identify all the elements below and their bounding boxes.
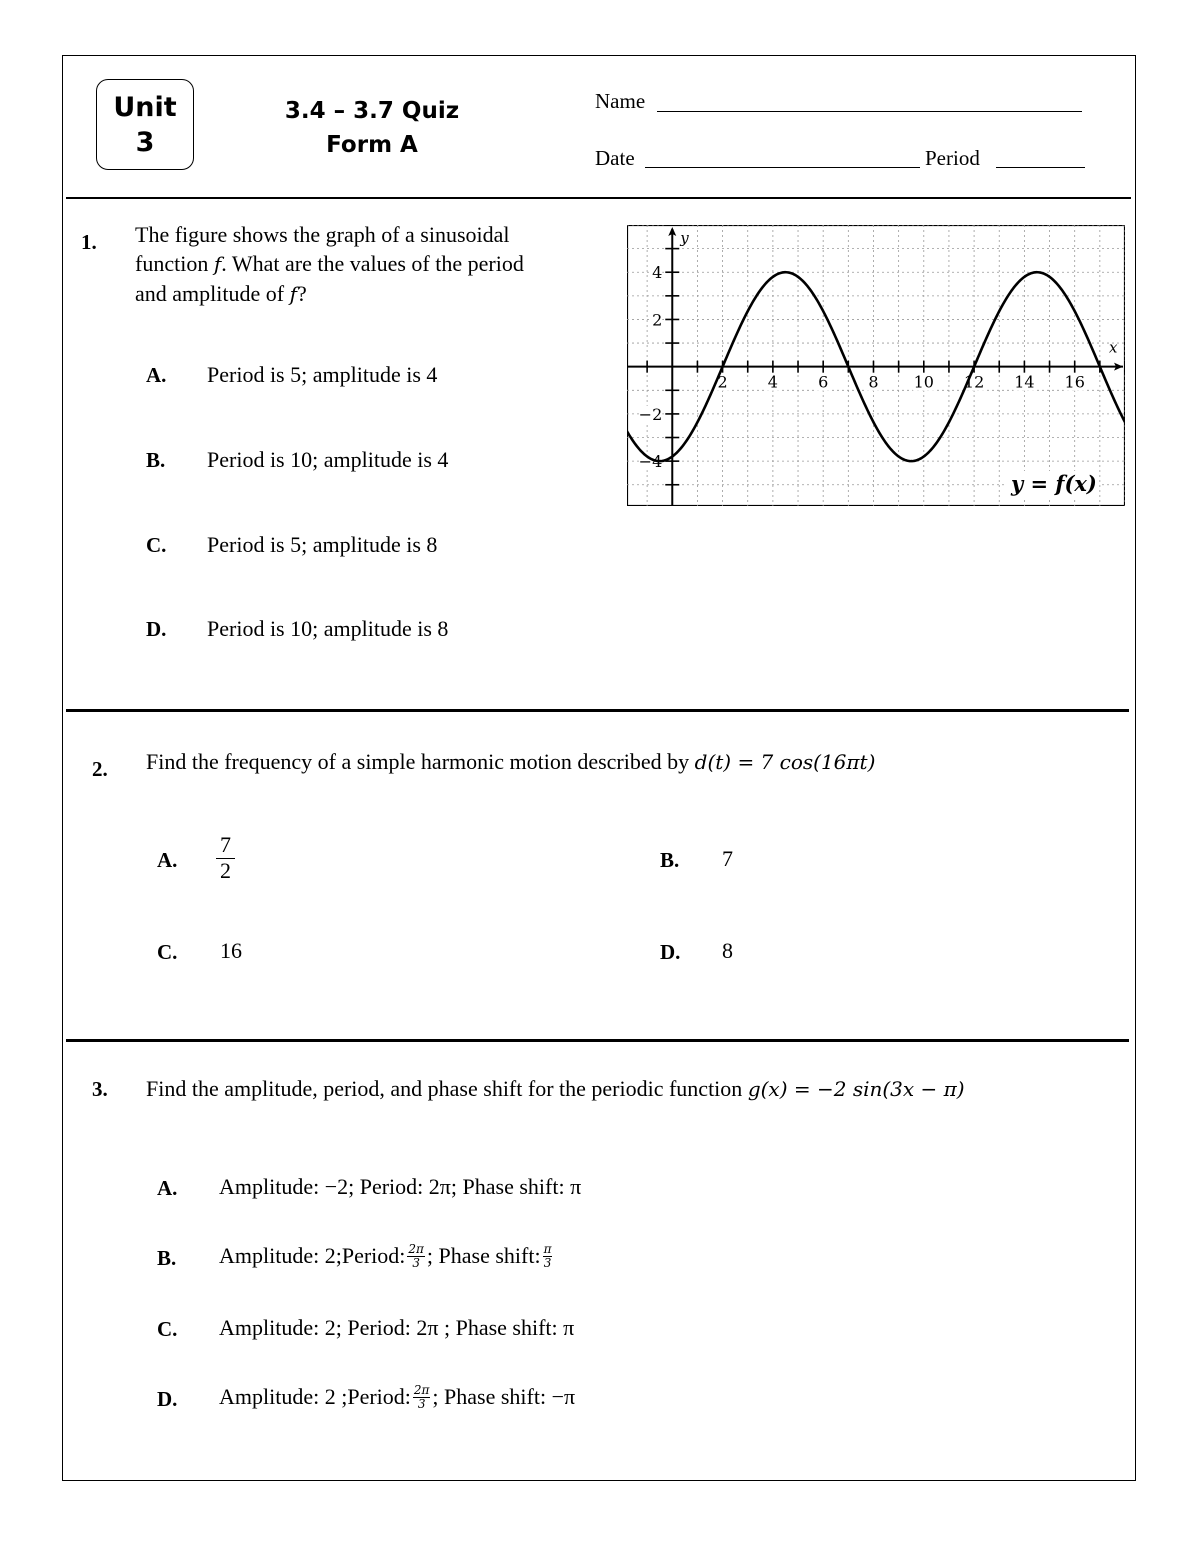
q1-text-line1: The figure shows the graph of a sinusoidal — [135, 222, 510, 247]
quiz-title — [262, 94, 482, 162]
q1-divider — [66, 709, 1129, 712]
option-amplitude: Amplitude: 2; — [219, 1315, 348, 1340]
q1-text-line3-pre: and amplitude of — [135, 281, 290, 306]
period-label: Period — [925, 146, 980, 170]
option-period-label: Period: — [341, 1243, 406, 1268]
q2-equation: d(t) = 7 cos(16πt) — [694, 750, 876, 774]
y-tick-label: 2 — [652, 310, 663, 330]
q2-divider — [66, 1039, 1129, 1042]
option-period-fraction — [413, 1384, 431, 1411]
q2-number: 2. — [92, 757, 108, 781]
option-letter: C. — [157, 940, 178, 964]
option-period-fraction — [407, 1243, 425, 1270]
curve-label: y = f(x) — [1011, 471, 1097, 496]
option-text: Period is 5; amplitude is 4 — [207, 362, 438, 387]
option-period-label: Period: — [347, 1384, 411, 1409]
x-tick-label: 6 — [818, 372, 829, 392]
option-letter: C. — [157, 1317, 178, 1341]
q2-prompt: Find the frequency of a simple harmonic motion described by — [146, 749, 695, 774]
fraction-numerator: π — [543, 1241, 552, 1256]
fraction-denominator: 2 — [220, 858, 231, 883]
date-field[interactable] — [645, 167, 920, 168]
option-text — [219, 1236, 554, 1276]
option-amplitude: Amplitude: −2; — [219, 1174, 360, 1199]
option-phase: Phase shift: π — [455, 1315, 575, 1340]
fraction-numerator: 2π — [408, 1241, 424, 1256]
x-tick-label: 2 — [717, 372, 728, 392]
header-divider — [66, 197, 1131, 199]
option-text — [219, 1315, 574, 1341]
fraction-denominator: 3 — [417, 1396, 426, 1411]
y-tick-label: −2 — [638, 404, 663, 424]
unit-label: Unit — [113, 91, 177, 123]
option-fraction — [216, 833, 235, 883]
q1-function-var-2: f — [289, 282, 297, 306]
fraction-denominator: 3 — [543, 1255, 552, 1270]
unit-number: 3 — [135, 126, 155, 158]
x-tick-label: 12 — [963, 372, 985, 392]
q1-text-line3 — [135, 279, 524, 309]
q1-text-line2-post: . What are the values of the period — [221, 251, 524, 276]
unit-badge — [96, 79, 194, 170]
name-label: Name — [595, 89, 646, 113]
x-tick-label: 4 — [767, 372, 778, 392]
quiz-form: Form A — [326, 132, 418, 158]
q1-number: 1. — [81, 230, 97, 254]
q1-text-line2-pre: function — [135, 251, 214, 276]
x-tick-label: 14 — [1014, 372, 1035, 392]
option-text: Period is 10; amplitude is 8 — [207, 616, 449, 641]
fraction-numerator: 2π — [413, 1382, 430, 1397]
q1-text-line2 — [135, 249, 524, 279]
option-phase-fraction — [543, 1243, 553, 1270]
q3-equation: g(x) = −2 sin(3x − π) — [747, 1077, 965, 1101]
option-period: Period: 2π; — [359, 1174, 463, 1199]
q3-text — [146, 1074, 965, 1104]
fraction-denominator: 3 — [412, 1255, 420, 1270]
x-tick-label: 10 — [913, 372, 934, 392]
x-tick-label: 16 — [1064, 372, 1085, 392]
option-letter: B. — [660, 848, 680, 872]
date-label: Date — [595, 146, 635, 170]
quiz-title-line: 3.4 – 3.7 Quiz — [284, 98, 460, 124]
option-letter: C. — [146, 533, 167, 557]
option-amplitude: Amplitude: 2 ; — [219, 1384, 348, 1409]
q1-function-var: f — [213, 252, 222, 276]
option-phase: ; Phase shift: −π — [432, 1384, 576, 1409]
option-text: Period is 10; amplitude is 4 — [207, 447, 449, 472]
y-tick-label: 4 — [652, 263, 663, 283]
option-text: Period is 5; amplitude is 8 — [207, 532, 438, 557]
option-amplitude: Amplitude: 2; — [219, 1243, 342, 1268]
x-tick-label: 8 — [868, 372, 879, 392]
period-field[interactable] — [996, 167, 1085, 168]
option-letter: A. — [157, 848, 178, 872]
q1-text — [135, 220, 524, 309]
q2-text — [146, 747, 875, 777]
q1-sinusoid-graph — [627, 225, 1125, 506]
name-field[interactable] — [657, 111, 1082, 112]
option-letter: B. — [157, 1246, 177, 1270]
q3-prompt: Find the amplitude, period, and phase shift for the periodic function — [146, 1076, 748, 1101]
fraction-numerator: 7 — [216, 833, 235, 859]
option-letter: A. — [157, 1176, 178, 1200]
option-period: Period: 2π ; — [347, 1315, 456, 1340]
q1-text-line3-post: ? — [296, 281, 307, 306]
option-phase-label: ; Phase shift: — [426, 1243, 541, 1268]
y-tick-label: −4 — [638, 452, 663, 472]
x-axis-label: x — [1109, 338, 1118, 357]
q3-number: 3. — [92, 1077, 108, 1101]
option-letter: D. — [146, 617, 167, 641]
option-letter: B. — [146, 448, 166, 472]
option-text: 16 — [220, 938, 242, 963]
option-text — [219, 1174, 581, 1200]
option-letter: D. — [157, 1387, 178, 1411]
y-axis-label: y — [680, 229, 689, 247]
option-letter: A. — [146, 363, 167, 387]
option-letter: D. — [660, 940, 681, 964]
option-text: 8 — [722, 938, 733, 963]
option-phase: Phase shift: π — [462, 1174, 582, 1199]
option-text — [219, 1377, 575, 1417]
option-text: 7 — [722, 846, 733, 871]
